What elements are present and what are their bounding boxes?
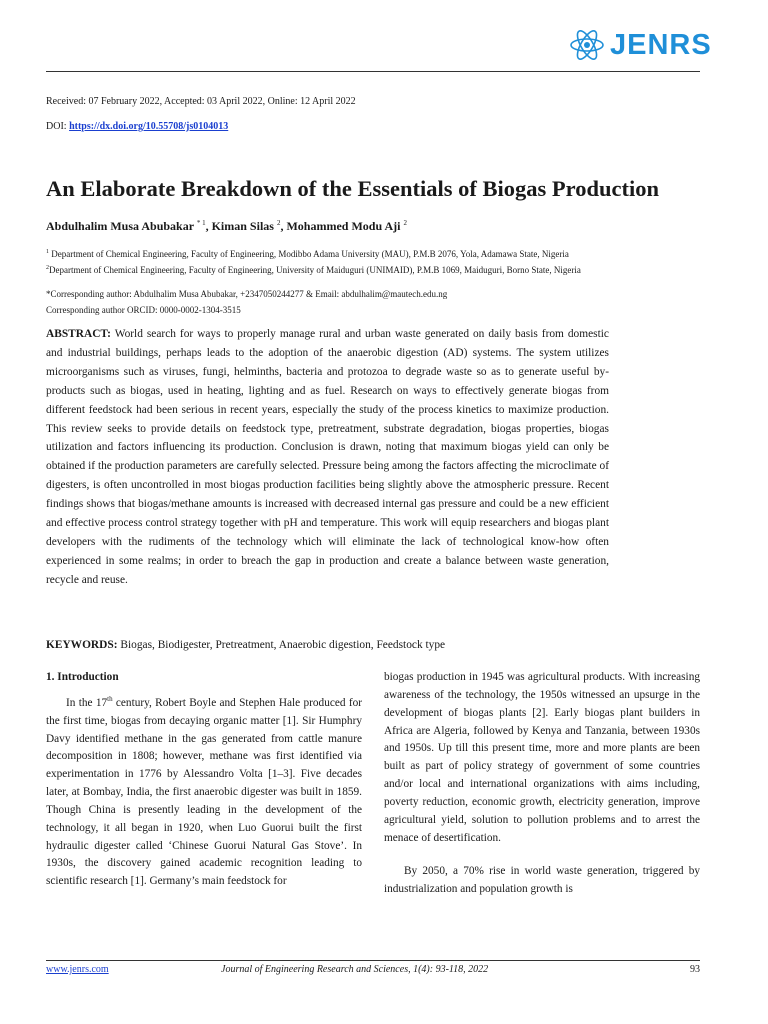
logo-text: JENRS xyxy=(610,28,712,61)
paragraph: biogas production in 1945 was agricultural products. With increasing awareness of the technology, the 1950s witnessed an upsurge in the development of biogas plants [2]. Early biogas plant builders in Africa are Algeria, followed by Kenya and Tanzania, between 1930s and 1950s. Up till this present time, more and more plants are been built as part of policy strategy of government of some countries and/or local and international organizations with aims including, poverty reduction, economic growth, electricity generation, improve agricultural yield, solution to pollution problems and to arrest the menace of desertification. xyxy=(384,671,700,844)
paragraph-text: In the 17 xyxy=(66,696,108,709)
right-column xyxy=(384,669,700,899)
paragraph xyxy=(46,695,362,891)
affiliation-1 xyxy=(46,249,569,259)
author-affiliation-mark: 2 xyxy=(276,219,281,227)
paper-title: An Elaborate Breakdown of the Essentials of Biogas Production xyxy=(46,176,659,201)
footer-divider xyxy=(46,960,700,961)
header-divider xyxy=(46,71,700,72)
corresponding-author: *Corresponding author: Abdulhalim Musa Abubakar, +2347050244277 & Email: abdulhalim@mautech.edu.ng xyxy=(46,289,448,299)
author-affiliation-mark: 2 xyxy=(403,219,407,227)
author-list: Abdulhalim Musa Abubakar $^{* 1}$, Kiman Silas $^2$, Mohammed Modu Aji $^2$ xyxy=(46,219,407,233)
keywords xyxy=(46,639,445,651)
affiliation-number: 2 xyxy=(46,265,49,271)
author-affiliation-mark: * 1 xyxy=(196,219,206,227)
atom-icon xyxy=(568,28,606,62)
ordinal-sup: th xyxy=(107,695,113,704)
paragraph-text: century, Robert Boyle and Stephen Hale produced for the first time, biogas from decaying organic matter [1]. Sir Humphry Davy identified methane in the gas generated from cattle manure decomposition in 1808; however, methane was first identified via experimentation in 1776 by Alessandro Volta [1–3]. Five decades later, at Bombay, India, the first anaerobic digester was built in 1859. Though China is presently leading in the development of the technology, it all began in 1920, when Luo Guorui built the first hydraulic digester called ‘Chinese Guorui Natural Gas Stove’. In 1930s, the discovery gained academic recognition leading to scientific research [1]. Germany’s main feedstock for xyxy=(46,696,362,888)
section-heading: 1. Introduction xyxy=(46,671,119,683)
corresponding-orcid: Corresponding author ORCID: 0000-0002-1304-3515 xyxy=(46,305,241,315)
keywords-label: KEYWORDS: xyxy=(46,639,118,651)
footer-journal: Journal of Engineering Research and Sciences, 1(4): 93-118, 2022 xyxy=(221,964,489,975)
journal-logo xyxy=(568,28,712,62)
left-column xyxy=(46,669,362,891)
doi-label: DOI: xyxy=(46,121,70,132)
abstract-label: ABSTRACT: xyxy=(46,328,111,340)
footer-site-link[interactable]: www.jenrs.com xyxy=(46,964,109,975)
author-name: Mohammed Modu Aji xyxy=(286,219,401,233)
affiliation-text: Department of Chemical Engineering, Faculty of Engineering, University of Maiduguri (UNIMAID), P.M.B 1069, Maiduguri, Borno State, Nigeria xyxy=(49,265,581,275)
affiliation-text: Department of Chemical Engineering, Faculty of Engineering, Modibbo Adama University (MAU), P.M.B 2076, Yola, Adamawa State, Nigeria xyxy=(51,249,569,259)
affiliation-2 xyxy=(46,265,581,275)
abstract xyxy=(46,325,609,590)
publication-dates: Received: 07 February 2022, Accepted: 03 April 2022, Online: 12 April 2022 xyxy=(46,96,356,107)
author-name: Abdulhalim Musa Abubakar xyxy=(46,219,194,233)
keywords-text: Biogas, Biodigester, Pretreatment, Anaerobic digestion, Feedstock type xyxy=(120,639,446,651)
doi-link[interactable]: https://dx.doi.org/10.55708/js0104013 xyxy=(69,121,229,132)
affiliation-number: 1 xyxy=(46,249,49,255)
page-number: 93 xyxy=(690,964,700,975)
abstract-text: World search for ways to properly manage rural and urban waste generated on daily basis from domestic and industrial buildings, perhaps leads to the adoption of the anaerobic digestion (AD) systems. The system utilizes microorganisms such as viruses, fungi, helminths, bacteria and protozoa to degrade waste so as to generate useful by-products such as biogas, used in heating, lighting and as fuel. Research on ways to effectively generate biogas from different feedstock had been serious in recent years, especially the study of the process kinetics to maximize production. This review seeks to provide details on feedstock type, pretreatment, substrate degradation, biogas properties, biogas utilization and factors influencing its production. Conclusion is drawn, noting that maximum biogas yield can only be obtained if the production parameters are carefully selected. Pressure being among the factors affecting the microclimate of digesters, is often uncontrolled in most biogas production facilities being slightly above the atmospheric pressure. Recent findings shows that biogas/methane amounts is increased with decreased internal gas pressure and could be a new efficient and effective process control strategy together with pH and temperature. This work will equip researchers and biogas plant developers with the rudiments of the technology which will eliminate the lack of technological know-how often experienced in some realms; in order to breach the gap in production and create a balance between waste generation, recycle and reuse. xyxy=(46,328,609,586)
doi-line xyxy=(46,121,228,132)
paragraph: By 2050, a 70% rise in world waste generation, triggered by industrialization and population growth is xyxy=(384,865,700,896)
author-name: Kiman Silas xyxy=(211,219,274,233)
